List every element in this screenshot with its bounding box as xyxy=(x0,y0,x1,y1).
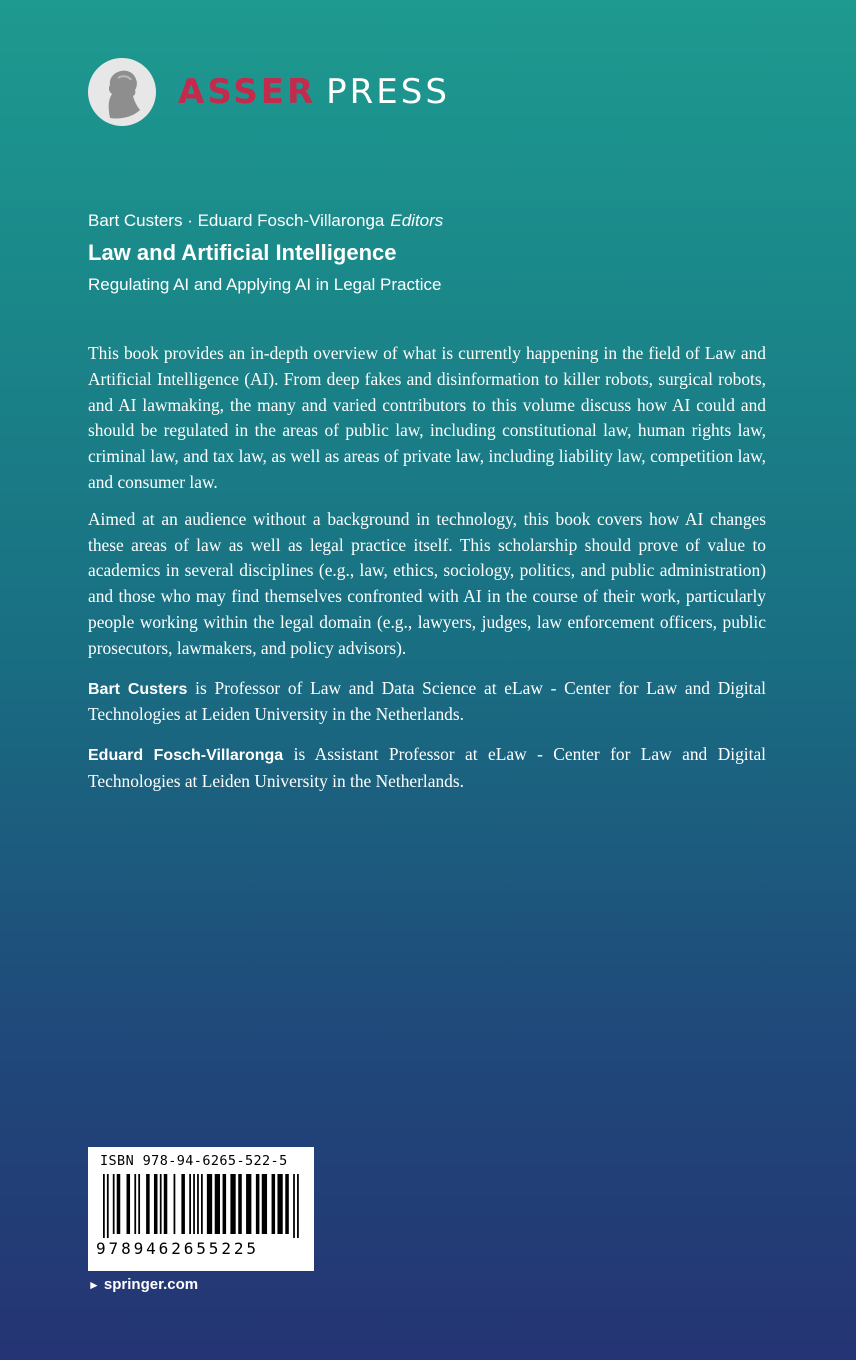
barcode-bar xyxy=(107,1174,109,1238)
barcode-bar xyxy=(297,1174,299,1238)
book-header xyxy=(88,208,788,300)
book-description xyxy=(88,341,766,804)
description-paragraph-2: Aimed at an audience without a background in technology, this book covers how AI changes these areas of law as well as legal practice itself. This scholarship should prove of value to academics in several disciplines (e.g., law, ethics, sociology, politics, and public administration) and those who may find themselves confronted with AI in the course of their work, particularly people working within the legal domain (e.g., lawyers, judges, law enforcement officers, public prosecutors, lawmakers, and policy advisors). xyxy=(88,508,766,658)
barcode-bar xyxy=(197,1174,199,1234)
publisher-wordmark xyxy=(178,72,450,112)
barcode-bar xyxy=(117,1174,121,1234)
springer-link[interactable] xyxy=(88,1276,198,1293)
bio-name-1: Bart Custers xyxy=(88,680,188,698)
isbn-barcode-box xyxy=(88,1147,314,1271)
barcode-bar xyxy=(134,1174,136,1234)
bio-text-1: is Professor of Law and Data Science at eLaw - Center for Law and Digital Technologies at Leiden University in the Netherlands. xyxy=(88,677,767,725)
barcode-bar xyxy=(189,1174,191,1234)
barcode-bar xyxy=(201,1174,203,1234)
barcode-bar xyxy=(262,1174,267,1234)
book-subtitle: Regulating AI and Applying AI in Legal Practice xyxy=(88,275,442,294)
barcode-bar xyxy=(103,1174,105,1238)
barcode-bar xyxy=(181,1174,185,1234)
barcode-bar xyxy=(223,1174,227,1234)
barcode xyxy=(102,1174,300,1238)
barcode-bar xyxy=(174,1174,176,1234)
barcode-digits: 9789462655225 xyxy=(96,1239,259,1258)
barcode-bar xyxy=(293,1174,295,1238)
barcode-bar xyxy=(285,1174,289,1234)
bio-name-2: Eduard Fosch-Villaronga xyxy=(88,747,284,765)
barcode-bar xyxy=(138,1174,140,1234)
barcode-bar xyxy=(256,1174,260,1234)
barcode-bar xyxy=(207,1174,212,1234)
book-title: Law and Artificial Intelligence xyxy=(88,240,397,265)
editor-bio-1 xyxy=(88,676,766,729)
bio-text-2: is Assistant Professor at eLaw - Center for Law and Digital Technologies at Leiden University in the Netherlands. xyxy=(88,744,766,791)
barcode-bar xyxy=(272,1174,276,1234)
barcode-bar xyxy=(146,1174,150,1234)
barcode-bar xyxy=(246,1174,251,1234)
editors-names: Bart Custers · Eduard Fosch-Villaronga xyxy=(88,211,385,230)
barcode-bar xyxy=(113,1174,115,1234)
barcode-bar xyxy=(160,1174,162,1234)
editors-role: Editors xyxy=(390,211,444,230)
arrow-right-icon: ► xyxy=(88,1278,100,1292)
barcode-bar xyxy=(127,1174,131,1234)
barcode-bar xyxy=(215,1174,220,1234)
publisher-logo xyxy=(88,57,458,127)
barcode-bar xyxy=(230,1174,235,1234)
barcode-bar xyxy=(238,1174,242,1234)
editors-line xyxy=(88,208,788,234)
isbn-label: ISBN 978-94-6265-522-5 xyxy=(100,1153,288,1169)
editor-bio-2 xyxy=(88,742,766,795)
barcode-bar xyxy=(154,1174,158,1234)
logo-word-press: PRESS xyxy=(326,72,450,112)
barcode-bar xyxy=(193,1174,195,1234)
barcode-bar xyxy=(277,1174,282,1234)
description-paragraph-1: This book provides an in-depth overview of what is currently happening in the field of Law and Artificial Intelligence (AI). From deep fakes and disinformation to killer robots, surgical robots, and AI lawmaking, the many and varied contributors to this volume discuss how AI could and should be regulated in the areas of public law, including constitutional law, human rights law, criminal law, and tax law, as well as areas of private law, including liability law, competition law, and consumer law. xyxy=(88,343,766,492)
barcode-bar xyxy=(164,1174,168,1234)
logo-word-asser: ASSER xyxy=(178,72,317,112)
portrait-medallion-icon xyxy=(88,58,156,126)
springer-website: springer.com xyxy=(103,1276,199,1293)
